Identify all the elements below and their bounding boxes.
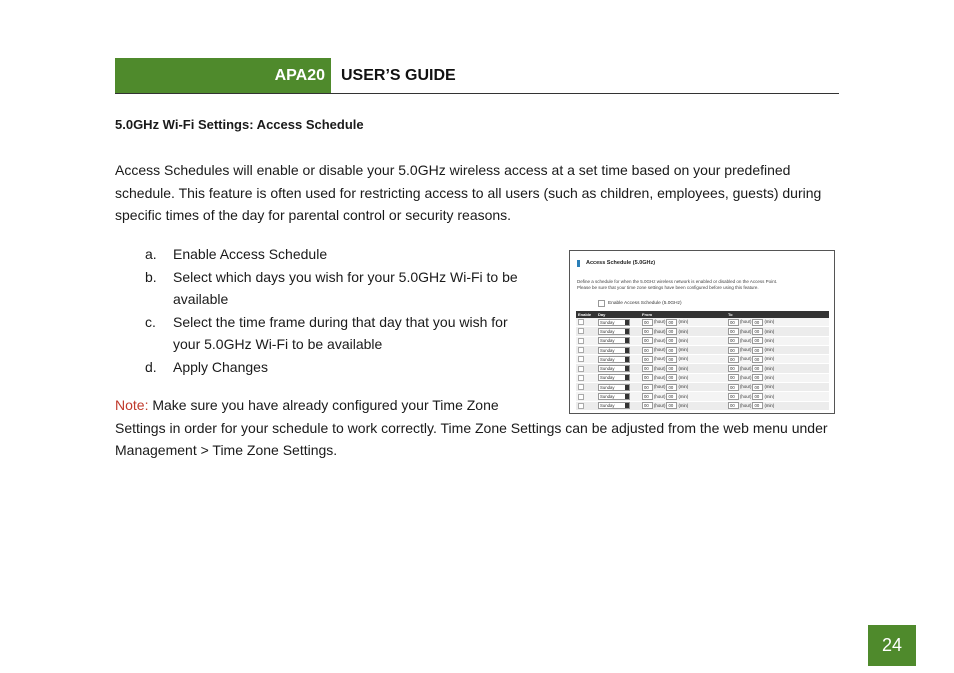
hour-unit: (hour) (654, 375, 666, 381)
from-hour-select[interactable]: 00 (642, 337, 653, 344)
list-text: Select the time frame during that day that you wish for your 5.0GHz Wi-Fi to be available (173, 313, 508, 352)
from-min-select[interactable]: 00 (666, 402, 677, 409)
section-title: 5.0GHz Wi-Fi Settings: Access Schedule (115, 117, 364, 132)
day-select[interactable]: Sunday (598, 402, 630, 409)
list-item (145, 243, 545, 266)
list-text: Apply Changes (173, 358, 268, 375)
note-text-rest: Settings in order for your schedule to work correctly. Time Zone Settings can be adjusted from the web menu under Management > Time Zone Settings. (115, 419, 828, 458)
day-select[interactable]: Sunday (598, 328, 630, 335)
table-row (576, 373, 829, 382)
row-enable-checkbox[interactable] (578, 366, 584, 372)
row-enable-checkbox[interactable] (578, 347, 584, 353)
min-unit: (min) (764, 375, 775, 381)
day-select[interactable]: Sunday (598, 347, 630, 354)
from-hour-select[interactable]: 00 (642, 402, 653, 409)
from-hour-select[interactable]: 00 (642, 365, 653, 372)
table-row (576, 364, 829, 373)
row-enable-checkbox[interactable] (578, 403, 584, 409)
table-row (576, 383, 829, 392)
screenshot-description: Define a schedule for when the 5.0GHz wireless network is enabled or disabled on the Access Point. Please be sure that your time zone settings have been configured before using this feature. (577, 279, 778, 290)
to-min-select[interactable]: 00 (752, 384, 763, 391)
from-min-select[interactable]: 00 (666, 374, 677, 381)
to-hour-select[interactable]: 00 (728, 347, 739, 354)
day-select[interactable]: Sunday (598, 393, 630, 400)
from-min-select[interactable]: 00 (666, 356, 677, 363)
note-label: Note: (115, 397, 149, 413)
from-hour-select[interactable]: 00 (642, 347, 653, 354)
min-unit: (min) (764, 328, 775, 334)
table-row (576, 336, 829, 345)
table-row (576, 327, 829, 336)
day-select[interactable]: Sunday (598, 384, 630, 391)
row-enable-checkbox[interactable] (578, 328, 584, 334)
col-enable: Enable (576, 311, 596, 318)
min-unit: (min) (678, 356, 689, 362)
col-to: To (726, 311, 829, 318)
header-model: APA20 (274, 67, 325, 84)
list-marker: d. (145, 358, 157, 375)
day-select[interactable]: Sunday (598, 374, 630, 381)
list-marker: c. (145, 313, 156, 330)
hour-unit: (hour) (654, 328, 666, 334)
hour-unit: (hour) (740, 375, 752, 381)
schedule-table (576, 311, 829, 411)
from-min-select[interactable]: 00 (666, 347, 677, 354)
list-text: Enable Access Schedule (173, 246, 328, 262)
from-hour-select[interactable]: 00 (642, 393, 653, 400)
hour-unit: (hour) (740, 402, 752, 408)
day-select[interactable]: Sunday (598, 365, 630, 372)
access-schedule-screenshot (569, 250, 835, 414)
min-unit: (min) (764, 356, 775, 362)
from-min-select[interactable]: 00 (666, 337, 677, 344)
from-hour-select[interactable]: 00 (642, 384, 653, 391)
to-min-select[interactable]: 00 (752, 365, 763, 372)
to-min-select[interactable]: 00 (752, 319, 763, 326)
table-row (576, 355, 829, 364)
list-item (145, 266, 545, 311)
hour-unit: (hour) (654, 337, 666, 343)
day-select[interactable]: Sunday (598, 356, 630, 363)
hour-unit: (hour) (740, 319, 752, 325)
to-hour-select[interactable]: 00 (728, 328, 739, 335)
hour-unit: (hour) (654, 384, 666, 390)
table-row (576, 345, 829, 354)
row-enable-checkbox[interactable] (578, 375, 584, 381)
list-item (145, 356, 545, 379)
from-hour-select[interactable]: 00 (642, 356, 653, 363)
day-select[interactable]: Sunday (598, 337, 630, 344)
min-unit: (min) (764, 384, 775, 390)
from-min-select[interactable]: 00 (666, 384, 677, 391)
note-first-line (115, 394, 555, 417)
to-hour-select[interactable]: 00 (728, 365, 739, 372)
min-unit: (min) (764, 365, 775, 371)
min-unit: (min) (764, 393, 775, 399)
min-unit: (min) (764, 337, 775, 343)
list-marker: b. (145, 268, 157, 285)
from-hour-select[interactable]: 00 (642, 374, 653, 381)
hour-unit: (hour) (740, 347, 752, 353)
list-marker: a. (145, 246, 157, 262)
min-unit: (min) (678, 347, 689, 353)
hour-unit: (hour) (740, 328, 752, 334)
min-unit: (min) (764, 319, 775, 325)
row-enable-checkbox[interactable] (578, 319, 584, 325)
to-min-select[interactable]: 00 (752, 393, 763, 400)
min-unit: (min) (678, 375, 689, 381)
to-hour-select[interactable]: 00 (728, 384, 739, 391)
min-unit: (min) (764, 347, 775, 353)
hour-unit: (hour) (654, 356, 666, 362)
hour-unit: (hour) (654, 393, 666, 399)
to-hour-select[interactable]: 00 (728, 319, 739, 326)
min-unit: (min) (678, 328, 689, 334)
hour-unit: (hour) (654, 319, 666, 325)
enable-access-schedule-checkbox[interactable] (598, 300, 682, 307)
to-hour-select[interactable]: 00 (728, 402, 739, 409)
min-unit: (min) (764, 402, 775, 408)
to-hour-select[interactable]: 00 (728, 393, 739, 400)
intro-paragraph: Access Schedules will enable or disable your 5.0GHz wireless access at a set time based on your predefined schedule. This feature is often used for restricting access to all users (such as children, employees, guests) during specific times of the day for parental control or security reasons. (115, 162, 822, 223)
min-unit: (min) (678, 319, 689, 325)
list-item (145, 311, 545, 356)
to-hour-select[interactable]: 00 (728, 374, 739, 381)
row-enable-checkbox[interactable] (578, 394, 584, 400)
to-hour-select[interactable]: 00 (728, 337, 739, 344)
min-unit: (min) (678, 337, 689, 343)
min-unit: (min) (678, 384, 689, 390)
from-hour-select[interactable]: 00 (642, 328, 653, 335)
hour-unit: (hour) (654, 365, 666, 371)
table-row (576, 401, 829, 410)
hour-unit: (hour) (740, 365, 752, 371)
from-min-select[interactable]: 00 (666, 328, 677, 335)
table-row (576, 392, 829, 401)
from-min-select[interactable]: 00 (666, 365, 677, 372)
hour-unit: (hour) (654, 402, 666, 408)
hour-unit: (hour) (740, 356, 752, 362)
steps-list (145, 243, 545, 378)
from-min-select[interactable]: 00 (666, 319, 677, 326)
min-unit: (min) (678, 402, 689, 408)
header-rule (115, 93, 839, 94)
table-row (576, 318, 829, 327)
row-enable-checkbox[interactable] (578, 338, 584, 344)
to-hour-select[interactable]: 00 (728, 356, 739, 363)
note-text: Make sure you have already configured your Time Zone (148, 397, 499, 413)
hour-unit: (hour) (740, 384, 752, 390)
min-unit: (min) (678, 393, 689, 399)
min-unit: (min) (678, 365, 689, 371)
from-min-select[interactable]: 00 (666, 393, 677, 400)
screenshot-title: Access Schedule (5.0GHz) (586, 260, 656, 266)
day-select[interactable]: Sunday (598, 319, 630, 326)
hour-unit: (hour) (740, 337, 752, 343)
enable-label: Enable Access Schedule (5.0GHz) (608, 301, 682, 306)
row-enable-checkbox[interactable] (578, 384, 584, 390)
page-number: 24 (868, 625, 916, 666)
to-min-select[interactable]: 00 (752, 337, 763, 344)
list-text: Select which days you wish for your 5.0GHz Wi-Fi to be available (173, 268, 518, 307)
col-from: From (640, 311, 726, 318)
header-guide-title: USER’S GUIDE (341, 67, 456, 84)
to-min-select[interactable]: 00 (752, 402, 763, 409)
to-min-select[interactable]: 00 (752, 328, 763, 335)
to-min-select[interactable]: 00 (752, 356, 763, 363)
to-min-select[interactable]: 00 (752, 347, 763, 354)
from-hour-select[interactable]: 00 (642, 319, 653, 326)
hour-unit: (hour) (740, 393, 752, 399)
hour-unit: (hour) (654, 347, 666, 353)
row-enable-checkbox[interactable] (578, 356, 584, 362)
col-day: Day (596, 311, 640, 318)
checkbox-icon (598, 300, 605, 307)
to-min-select[interactable]: 00 (752, 374, 763, 381)
